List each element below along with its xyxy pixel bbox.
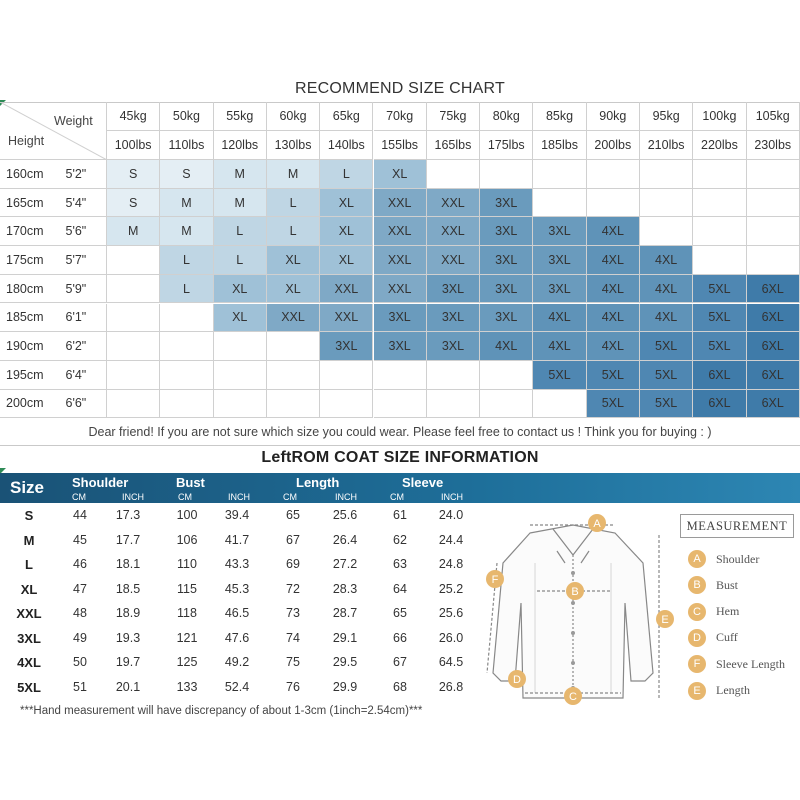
shirt-diagram	[475, 503, 675, 723]
size-cell: 3XL	[480, 217, 533, 246]
svg-text:C: C	[569, 691, 577, 703]
weight-lbs-header: 220lbs	[693, 131, 746, 160]
size-cell: XXL	[374, 189, 427, 218]
size-cell	[267, 361, 320, 390]
size-cell: 6XL	[747, 390, 800, 419]
unit-label: CM	[283, 492, 297, 502]
legend-item-hem	[688, 603, 739, 621]
badge-icon: D	[688, 629, 706, 647]
size-cell: 4XL	[587, 304, 640, 333]
legend-item-bust	[688, 576, 738, 594]
coat-value-cell: 17.3	[115, 508, 141, 522]
weight-kg-header: 45kg	[107, 102, 160, 131]
badge-icon: F	[688, 655, 706, 673]
size-cell: 6XL	[747, 304, 800, 333]
size-cell	[160, 361, 213, 390]
weight-lbs-header: 100lbs	[107, 131, 160, 160]
measurement-disclaimer: ***Hand measurement will have discrepancy of about 1-3cm (1inch=2.54cm)***	[20, 705, 423, 717]
coat-value-cell: 28.3	[332, 581, 358, 596]
size-cell: 3XL	[480, 189, 533, 218]
coat-size-label: XXL	[16, 606, 42, 621]
size-cell	[107, 246, 160, 275]
size-cell: XXL	[427, 246, 480, 275]
coat-value-cell: 61	[393, 508, 407, 522]
coat-value-cell: 74	[286, 630, 300, 645]
size-cell	[427, 390, 480, 419]
weight-kg-header: 80kg	[480, 102, 533, 131]
coat-value-cell: 64	[393, 581, 407, 596]
coat-value-cell: 125	[176, 655, 198, 669]
height-cm-cell: 200cm	[0, 390, 54, 419]
coat-value-cell: 106	[176, 532, 198, 547]
coat-table-header	[0, 473, 800, 503]
size-cell	[480, 361, 533, 390]
size-cell: 6XL	[747, 332, 800, 361]
unit-label: CM	[72, 492, 86, 502]
size-cell	[214, 332, 267, 361]
weight-lbs-header: 165lbs	[427, 131, 480, 160]
legend-label: Sleeve Length	[716, 656, 785, 671]
badge-icon: A	[688, 550, 706, 568]
coat-value-cell: 28.7	[332, 606, 358, 620]
size-cell: 4XL	[480, 332, 533, 361]
size-cell	[320, 390, 373, 419]
size-cell	[107, 275, 160, 304]
height-cm-cell: 165cm	[0, 189, 54, 218]
size-cell	[640, 160, 693, 189]
coat-value-cell: 75	[286, 655, 300, 669]
size-cell	[374, 390, 427, 419]
weight-kg-header: 50kg	[160, 102, 213, 131]
size-cell: 6XL	[747, 275, 800, 304]
size-cell: 5XL	[587, 361, 640, 390]
coat-value-cell: 18.5	[115, 581, 141, 596]
coat-value-cell: 49	[73, 630, 87, 645]
coat-size-label: 5XL	[17, 679, 41, 695]
weight-lbs-header: 185lbs	[533, 131, 586, 160]
size-cell: 3XL	[427, 275, 480, 304]
height-ft-cell: 5'2"	[54, 160, 108, 189]
size-cell: L	[160, 275, 213, 304]
size-cell	[214, 361, 267, 390]
coat-value-cell: 29.1	[332, 630, 358, 645]
size-cell: L	[160, 246, 213, 275]
coat-value-cell: 19.7	[115, 655, 141, 669]
weight-lbs-header: 200lbs	[587, 131, 640, 160]
coat-value-cell: 66	[393, 630, 407, 645]
size-cell: XXL	[320, 275, 373, 304]
size-cell: XL	[214, 275, 267, 304]
coat-value-cell: 26.4	[332, 532, 358, 547]
height-ft-cell: 5'7"	[54, 246, 108, 275]
size-cell	[160, 390, 213, 419]
unit-label: INCH	[441, 492, 463, 502]
coat-value-cell: 39.4	[224, 508, 250, 522]
size-cell: M	[214, 160, 267, 189]
coat-value-cell: 63	[393, 557, 407, 571]
coat-value-cell: 118	[177, 606, 197, 620]
size-cell: XXL	[267, 304, 320, 333]
height-cm-cell: 180cm	[0, 275, 54, 304]
coat-value-cell: 27.2	[332, 557, 358, 571]
size-cell: 4XL	[587, 217, 640, 246]
unit-label: INCH	[335, 492, 357, 502]
size-cell	[693, 189, 746, 218]
coat-value-cell: 73	[286, 606, 300, 620]
coat-size-label: L	[25, 557, 33, 572]
coat-value-cell: 49.2	[224, 655, 250, 669]
height-ft-cell: 6'2"	[54, 332, 108, 361]
size-cell: 3XL	[374, 332, 427, 361]
coat-value-cell: 46.5	[224, 606, 250, 620]
size-cell: 3XL	[533, 217, 586, 246]
size-cell: 4XL	[587, 332, 640, 361]
weight-kg-header: 60kg	[267, 102, 320, 131]
size-cell: 3XL	[374, 304, 427, 333]
size-cell: 3XL	[427, 332, 480, 361]
coat-value-cell: 24.0	[438, 508, 464, 522]
size-cell	[374, 361, 427, 390]
size-cell	[747, 189, 800, 218]
weight-lbs-header: 230lbs	[747, 131, 800, 160]
size-cell: 4XL	[640, 246, 693, 275]
header-corner	[0, 102, 107, 160]
size-cell: 4XL	[533, 332, 586, 361]
size-cell	[533, 189, 586, 218]
legend-item-length	[688, 682, 750, 700]
legend-label: Length	[716, 683, 750, 697]
measurement-title: MEASUREMENT	[680, 514, 794, 538]
weight-lbs-header: 120lbs	[214, 131, 267, 160]
size-cell	[587, 189, 640, 218]
coat-group-header-length: Length	[296, 475, 340, 490]
size-cell: 5XL	[640, 332, 693, 361]
size-cell	[320, 361, 373, 390]
weight-lbs-header: 155lbs	[374, 131, 427, 160]
size-cell: M	[160, 217, 213, 246]
coat-value-cell: 41.7	[224, 532, 250, 547]
coat-value-cell: 47	[73, 581, 87, 596]
coat-value-cell: 18.9	[115, 606, 141, 620]
height-ft-cell: 6'1"	[54, 304, 108, 333]
size-cell: XXL	[320, 304, 373, 333]
weight-kg-header: 90kg	[587, 102, 640, 131]
size-cell: L	[267, 217, 320, 246]
height-ft-cell: 6'4"	[54, 361, 108, 390]
coat-value-cell: 133	[176, 679, 198, 694]
height-cm-cell: 185cm	[0, 304, 54, 333]
coat-value-cell: 24.8	[438, 557, 464, 571]
coat-value-cell: 25.6	[332, 508, 358, 522]
contact-note: Dear friend! If you are not sure which size you could wear. Please feel free to contact us ! Think you for buying : )	[88, 425, 712, 439]
legend-label: Shoulder	[716, 551, 760, 566]
size-cell	[107, 390, 160, 419]
size-cell: XL	[267, 246, 320, 275]
size-cell: XL	[374, 160, 427, 189]
size-cell: S	[107, 160, 160, 189]
coat-value-cell: 51	[73, 679, 87, 694]
size-cell: 3XL	[427, 304, 480, 333]
height-ft-cell: 5'4"	[54, 189, 108, 218]
coat-value-cell: 43.3	[224, 557, 250, 571]
coat-value-cell: 17.7	[115, 532, 141, 547]
coat-value-cell: 26.0	[438, 630, 464, 645]
coat-value-cell: 50	[73, 655, 87, 669]
weight-kg-header: 65kg	[320, 102, 373, 131]
size-cell	[747, 160, 800, 189]
coat-value-cell: 29.9	[332, 679, 358, 694]
coat-value-cell: 68	[393, 679, 407, 694]
size-cell	[693, 160, 746, 189]
coat-value-cell: 26.8	[438, 679, 464, 694]
weight-lbs-header: 140lbs	[320, 131, 373, 160]
size-cell	[480, 390, 533, 419]
coat-value-cell: 46	[73, 557, 87, 571]
coat-group-header-bust: Bust	[176, 475, 205, 490]
weight-kg-header: 55kg	[214, 102, 267, 131]
size-cell	[214, 390, 267, 419]
coat-value-cell: 115	[177, 581, 197, 596]
coat-value-cell: 65	[286, 508, 300, 522]
coat-value-cell: 45	[73, 532, 87, 547]
size-cell: M	[214, 189, 267, 218]
coat-value-cell: 44	[73, 508, 87, 522]
size-cell: 3XL	[480, 304, 533, 333]
size-cell: L	[214, 217, 267, 246]
unit-label: CM	[390, 492, 404, 502]
weight-lbs-header: 175lbs	[480, 131, 533, 160]
coat-value-cell: 48	[73, 606, 87, 620]
size-cell	[427, 361, 480, 390]
height-cm-cell: 190cm	[0, 332, 54, 361]
unit-label: INCH	[228, 492, 250, 502]
coat-value-cell: 18.1	[115, 557, 141, 571]
size-cell: 4XL	[640, 304, 693, 333]
coat-size-label: 3XL	[17, 630, 41, 646]
size-cell: M	[267, 160, 320, 189]
size-cell	[533, 390, 586, 419]
coat-value-cell: 24.4	[438, 532, 464, 547]
size-cell	[693, 246, 746, 275]
coat-value-cell: 64.5	[438, 655, 464, 669]
size-cell	[587, 160, 640, 189]
size-cell: 3XL	[480, 246, 533, 275]
coat-group-header-shoulder: Shoulder	[72, 475, 129, 490]
size-cell: L	[214, 246, 267, 275]
weight-kg-header: 85kg	[533, 102, 586, 131]
size-cell: 4XL	[533, 304, 586, 333]
weight-kg-header: 100kg	[693, 102, 746, 131]
size-cell: 5XL	[693, 304, 746, 333]
coat-value-cell: 65	[393, 606, 407, 620]
size-cell: XL	[320, 246, 373, 275]
size-cell: XL	[267, 275, 320, 304]
size-cell: XL	[320, 189, 373, 218]
coat-size-label: 4XL	[17, 655, 41, 670]
coat-value-cell: 29.5	[332, 655, 358, 669]
legend-label: Cuff	[716, 630, 738, 645]
size-cell: XXL	[374, 217, 427, 246]
size-cell	[267, 332, 320, 361]
size-cell: 6XL	[693, 361, 746, 390]
size-cell: M	[107, 217, 160, 246]
legend-item-cuff	[688, 629, 738, 647]
size-cell	[160, 304, 213, 333]
coat-value-cell: 47.6	[224, 630, 250, 645]
svg-text:E: E	[661, 614, 669, 626]
coat-value-cell: 69	[286, 557, 300, 571]
height-label: Height	[8, 134, 45, 148]
size-cell: 5XL	[640, 361, 693, 390]
size-cell: S	[107, 189, 160, 218]
size-cell: 5XL	[640, 390, 693, 419]
coat-value-cell: 76	[286, 679, 300, 694]
coat-value-cell: 20.1	[115, 679, 141, 694]
size-cell	[640, 217, 693, 246]
coat-value-cell: 52.4	[224, 679, 250, 694]
height-cm-cell: 170cm	[0, 217, 54, 246]
coat-value-cell: 25.2	[438, 581, 464, 596]
badge-icon: B	[688, 576, 706, 594]
size-cell: 3XL	[480, 275, 533, 304]
size-cell	[267, 390, 320, 419]
weight-label: Weight	[54, 114, 93, 128]
coat-size-label: XL	[20, 581, 38, 597]
legend-label: Bust	[716, 577, 739, 592]
weight-lbs-header: 130lbs	[267, 131, 320, 160]
size-cell: 5XL	[587, 390, 640, 419]
coat-value-cell: 100	[176, 508, 198, 522]
coat-title: LeftROM COAT SIZE INFORMATION	[261, 449, 539, 466]
legend-label: Hem	[716, 604, 740, 619]
height-cm-cell: 160cm	[0, 160, 54, 189]
weight-kg-header: 95kg	[640, 102, 693, 131]
height-cm-cell: 175cm	[0, 246, 54, 275]
weight-kg-header: 70kg	[374, 102, 427, 131]
coat-value-cell: 19.3	[115, 630, 141, 645]
coat-value-cell: 62	[393, 532, 407, 547]
unit-label: INCH	[122, 492, 144, 502]
weight-kg-header: 75kg	[427, 102, 480, 131]
size-cell	[747, 246, 800, 275]
coat-value-cell: 25.6	[438, 606, 464, 620]
size-cell: XL	[320, 217, 373, 246]
coat-value-cell: 67	[286, 532, 300, 547]
coat-value-cell: 121	[176, 630, 198, 645]
size-cell: 4XL	[640, 275, 693, 304]
badge-icon: E	[688, 682, 706, 700]
size-cell	[427, 160, 480, 189]
size-cell: XL	[214, 304, 267, 333]
size-cell: 5XL	[693, 275, 746, 304]
size-cell	[160, 332, 213, 361]
size-cell: 3XL	[320, 332, 373, 361]
size-cell: XXL	[427, 189, 480, 218]
coat-value-cell: 72	[286, 581, 300, 596]
size-cell: 4XL	[587, 246, 640, 275]
weight-kg-header: 105kg	[747, 102, 800, 131]
svg-text:D: D	[513, 674, 521, 686]
size-cell: 3XL	[533, 246, 586, 275]
size-cell	[533, 160, 586, 189]
size-cell: 3XL	[533, 275, 586, 304]
coat-size-label: M	[23, 532, 35, 548]
size-cell: XXL	[374, 275, 427, 304]
size-cell	[107, 304, 160, 333]
coat-value-cell: 67	[393, 655, 407, 669]
size-cell: 6XL	[693, 390, 746, 419]
legend-item-sleeve-length	[688, 655, 785, 673]
size-cell: L	[320, 160, 373, 189]
weight-lbs-header: 210lbs	[640, 131, 693, 160]
size-cell: XXL	[374, 246, 427, 275]
unit-label: CM	[178, 492, 192, 502]
legend-item-shoulder	[688, 550, 759, 568]
height-ft-cell: 5'9"	[54, 275, 108, 304]
size-cell	[480, 160, 533, 189]
coat-size-label: S	[24, 508, 34, 523]
weight-lbs-header: 110lbs	[160, 131, 213, 160]
size-cell	[640, 189, 693, 218]
height-ft-cell: 6'6"	[54, 390, 108, 419]
size-cell: M	[160, 189, 213, 218]
coat-value-cell: 110	[177, 557, 197, 571]
size-cell: 4XL	[587, 275, 640, 304]
size-cell	[693, 217, 746, 246]
size-cell	[107, 361, 160, 390]
badge-icon: C	[688, 603, 706, 621]
coat-group-header-sleeve: Sleeve	[402, 475, 444, 490]
size-cell: L	[267, 189, 320, 218]
height-cm-cell: 195cm	[0, 361, 54, 390]
size-cell: 5XL	[533, 361, 586, 390]
svg-text:B: B	[571, 586, 579, 598]
size-cell: 5XL	[693, 332, 746, 361]
size-cell: 6XL	[747, 361, 800, 390]
recommend-title: RECOMMEND SIZE CHART	[295, 80, 505, 97]
size-cell: XXL	[427, 217, 480, 246]
size-header: Size	[10, 478, 45, 497]
size-cell	[747, 217, 800, 246]
mid-rule	[0, 445, 800, 446]
coat-value-cell: 45.3	[224, 581, 250, 596]
size-cell: S	[160, 160, 213, 189]
size-cell	[107, 332, 160, 361]
svg-text:F: F	[491, 574, 499, 586]
height-ft-cell: 5'6"	[54, 217, 108, 246]
badge-a-diagram: A	[593, 518, 601, 530]
